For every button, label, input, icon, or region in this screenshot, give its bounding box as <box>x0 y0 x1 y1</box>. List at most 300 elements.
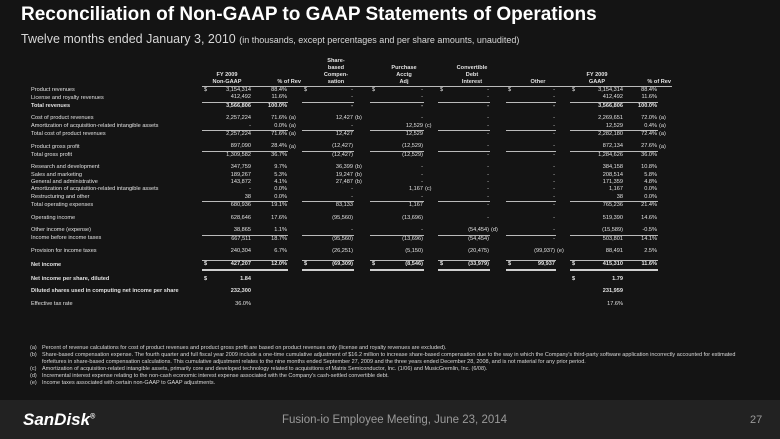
cell-c4 <box>438 131 450 139</box>
cell-f6 <box>658 202 672 210</box>
cell-c2 <box>302 123 314 131</box>
cell-f5 <box>556 172 570 179</box>
cell-c5 <box>506 102 518 110</box>
cell-v1: 897,090 <box>230 143 251 150</box>
cell-f1 <box>288 261 302 270</box>
cell-v3: (8,546) <box>382 261 424 270</box>
table-row <box>30 248 672 255</box>
cell-v2: 12,427 <box>314 131 354 139</box>
cell-v5: - <box>553 164 555 171</box>
cell-v4: - <box>450 102 490 110</box>
cell-c5 <box>506 115 518 122</box>
row-label: Restructuring and other <box>31 194 90 201</box>
cell-f2: (b) <box>355 115 362 122</box>
cell-f2 <box>354 131 370 139</box>
table-body <box>30 87 672 308</box>
header-sbc-1: Share- <box>327 58 345 64</box>
cell-f2: (b) <box>355 171 362 178</box>
table-row <box>30 87 672 95</box>
header-purchase-3: Adj <box>370 79 438 87</box>
cell-v3: (12,529) <box>382 151 424 159</box>
cell-v3: (13,696) <box>402 214 423 221</box>
cell-v6: 17.6% <box>607 300 623 307</box>
cell-f6: (a) <box>659 143 666 150</box>
cell-c2 <box>302 202 314 210</box>
cell-v6: 208,514 <box>602 171 623 178</box>
cell-c5 <box>506 94 518 102</box>
table-row <box>30 143 672 151</box>
cell-p2: 11.6% <box>641 94 657 101</box>
cell-f1: (a) <box>289 130 296 137</box>
header-convertible-2: Debt <box>465 72 479 78</box>
cell-f1 <box>288 227 302 235</box>
cell-v4 <box>450 276 490 283</box>
cell-c4 <box>438 123 450 131</box>
cell-c6 <box>570 172 582 179</box>
cell-v1: 412,492 <box>230 94 251 101</box>
cell-f6: (a) <box>659 115 666 122</box>
cell-v4: - <box>487 214 489 221</box>
cell-f5 <box>556 301 570 308</box>
table-row <box>30 186 672 193</box>
cell-f2: (b) <box>355 179 362 186</box>
cell-p2: 0.0% <box>644 193 657 200</box>
row-label: Provision for income taxes <box>31 247 97 254</box>
cell-c2 <box>302 102 314 110</box>
footnote <box>30 352 736 366</box>
cell-c1 <box>202 102 212 110</box>
cell-v5: - <box>553 171 555 178</box>
cell-f4 <box>490 115 506 122</box>
cell-c5 <box>506 288 518 295</box>
header-purchase-2: Acctg <box>396 72 412 78</box>
cell-c4 <box>438 164 450 171</box>
cell-p2: 27.6% <box>641 143 657 150</box>
cell-f1: (a) <box>289 115 296 122</box>
cell-f6 <box>658 276 672 283</box>
cell-f6 <box>658 172 672 179</box>
cell-v1: 347,759 <box>230 164 251 171</box>
footnote-key: (a) <box>30 345 37 351</box>
cell-c5 <box>506 186 518 193</box>
cell-f5 <box>556 164 570 171</box>
cell-v5: - <box>553 227 555 234</box>
cell-f1 <box>288 172 302 179</box>
cell-c4 <box>438 94 450 102</box>
cell-v3: (12,529) <box>402 143 423 150</box>
cell-c5 <box>506 143 518 151</box>
cell-f2 <box>354 94 370 102</box>
cell-p1: 1.1% <box>274 227 287 234</box>
cell-v1: 3,566,806 <box>212 102 252 110</box>
cell-f6: (a) <box>659 130 666 137</box>
cell-p1: 9.7% <box>274 164 287 171</box>
cell-v2: - <box>351 186 353 193</box>
row-label: Sales and marketing <box>31 171 82 178</box>
cell-v3 <box>382 288 424 295</box>
cell-f2 <box>354 202 370 210</box>
cell-v6: 2,269,651 <box>598 115 623 122</box>
cell-c1 <box>202 227 212 235</box>
cell-v3: - <box>421 179 423 186</box>
cell-v4: - <box>487 164 489 171</box>
cell-v5: - <box>553 122 555 129</box>
cell-v1: 667,511 <box>212 235 252 243</box>
row-label: Operating income <box>31 214 76 221</box>
cell-f3 <box>424 179 438 186</box>
cell-v5: - <box>518 235 556 243</box>
cell-v2: (95,560) <box>314 235 354 243</box>
cell-v5: - <box>553 87 555 93</box>
cell-c4 <box>438 301 450 308</box>
cell-f3 <box>424 276 438 283</box>
cell-v1: 1.84 <box>240 275 251 282</box>
cell-v5: 99,937 <box>518 261 556 270</box>
cell-f6 <box>658 186 672 193</box>
cell-p1: 4.1% <box>274 179 287 186</box>
table-row <box>30 261 672 270</box>
cell-c6 <box>570 151 582 159</box>
cell-v4: - <box>487 122 489 129</box>
cell-v4: - <box>450 131 490 139</box>
cell-c2 <box>302 172 314 179</box>
cell-c6 <box>570 215 582 222</box>
cell-v1: 36.0% <box>235 300 251 307</box>
cell-c2 <box>302 164 314 171</box>
cell-f1 <box>288 164 302 171</box>
cell-c6: $ <box>572 87 576 93</box>
cell-f5 <box>556 227 570 235</box>
cell-c1 <box>202 123 212 131</box>
footnote <box>30 373 736 380</box>
footer-text: Fusion-io Employee Meeting, June 23, 2014 <box>282 414 508 426</box>
subtitle-note: (in thousands, except percentages and per share amounts, unaudited) <box>239 35 520 45</box>
cell-v1: 2,257,224 <box>212 131 252 139</box>
cell-c4: $ <box>438 261 450 270</box>
row-label: Research and development <box>31 164 100 171</box>
cell-f3 <box>424 235 438 243</box>
cell-c3 <box>370 186 382 193</box>
table-row <box>30 172 672 179</box>
reconciliation-table <box>30 58 672 308</box>
cell-f5 <box>556 261 570 270</box>
cell-c3 <box>370 164 382 171</box>
cell-v5 <box>518 301 556 308</box>
cell-p2 <box>624 288 658 295</box>
cell-c6 <box>570 202 582 210</box>
cell-v2: - <box>351 87 353 93</box>
cell-c1: $ <box>204 275 208 282</box>
cell-c1 <box>202 151 212 159</box>
cell-f1 <box>288 102 302 110</box>
cell-p2: 2.5% <box>644 247 657 254</box>
cell-f5 <box>556 143 570 151</box>
cell-f4 <box>490 143 506 151</box>
cell-f3 <box>424 87 438 95</box>
cell-p2: 11.6% <box>624 261 658 270</box>
cell-p2: 88.4% <box>641 87 657 93</box>
cell-f4 <box>490 179 506 186</box>
cell-c2 <box>302 94 314 102</box>
cell-v2: - <box>351 227 353 234</box>
cell-c5 <box>506 179 518 186</box>
cell-f1: (a) <box>289 143 296 150</box>
cell-p2: 14.6% <box>641 214 657 221</box>
cell-v3: - <box>421 115 423 122</box>
cell-v4 <box>450 288 490 295</box>
cell-c6 <box>570 131 582 139</box>
cell-c5 <box>506 276 518 283</box>
row-label: General and administrative <box>31 179 98 186</box>
cell-c1 <box>202 164 212 171</box>
table-row <box>30 179 672 186</box>
row-label: Total revenues <box>31 102 71 109</box>
table-row <box>30 202 672 210</box>
logo-text: SanDisk <box>23 410 91 429</box>
cell-f1 <box>288 276 302 283</box>
cell-f2 <box>354 235 370 243</box>
cell-f5 <box>556 179 570 186</box>
row-label: License and royalty revenues <box>31 94 104 101</box>
cell-p2: 21.4% <box>624 202 658 210</box>
cell-c6 <box>570 102 582 110</box>
cell-p2: 5.8% <box>644 171 657 178</box>
row-label: Income before income taxes <box>31 235 102 242</box>
cell-v2: (26,251) <box>332 247 353 254</box>
cell-v4: (54,454) <box>450 235 490 243</box>
cell-v1: 38,865 <box>233 227 251 234</box>
cell-c2 <box>302 235 314 243</box>
cell-f4: (d) <box>491 227 498 234</box>
row-label: Amortization of acquisition-related intangible assets <box>31 122 159 129</box>
cell-p1 <box>252 276 288 283</box>
row-label: Other income (expense) <box>31 227 92 234</box>
cell-f2 <box>354 102 370 110</box>
cell-p1 <box>252 288 288 295</box>
header-gaap-1: FY 2009 <box>586 72 608 78</box>
cell-p2: 72.0% <box>641 115 657 122</box>
cell-f2: (b) <box>355 164 362 171</box>
table-row <box>30 215 672 222</box>
header-rev-pct-2: % of Rev <box>624 79 672 87</box>
cell-c3 <box>370 215 382 222</box>
cell-f4 <box>490 186 506 193</box>
cell-f3 <box>424 172 438 179</box>
cell-c3 <box>370 194 382 202</box>
cell-v6: 384,158 <box>602 164 623 171</box>
cell-v4 <box>450 301 490 308</box>
cell-c1 <box>202 301 212 308</box>
cell-v2: (12,427) <box>332 143 353 150</box>
cell-c5 <box>506 194 518 202</box>
cell-p2: 100.0% <box>624 102 658 110</box>
cell-c4 <box>438 102 450 110</box>
cell-c5 <box>506 248 518 255</box>
cell-v1: 189,267 <box>230 171 251 178</box>
row-label: Diluted shares used in computing net income per share <box>31 288 179 295</box>
row-label: Cost of product revenues <box>31 115 94 122</box>
cell-c3 <box>370 151 382 159</box>
cell-c5 <box>506 172 518 179</box>
cell-v4: - <box>487 115 489 122</box>
cell-f6 <box>658 164 672 171</box>
footnote-text: Share-based compensation expense. The fourth quarter and full fiscal year 2009 include a one-time cumulative adjustment of $16.2 million to increase share-based compensation due to the way in which the Company's third-party software application incorrectly accounted for estimated forfeitures in share-based compensation calculations. This cumulative adjustment relates to the nine months ended September 27, 2009 and the three years ended December 28, 2008, and is not material for any prior period. <box>42 352 736 366</box>
table-row <box>30 288 672 295</box>
cell-f1 <box>288 248 302 255</box>
cell-f4 <box>490 202 506 210</box>
cell-p1: 0.0% <box>274 122 287 129</box>
footnote-text: Income taxes associated with certain non-GAAP to GAAP adjustments. <box>42 380 216 387</box>
cell-v5: (99,937) <box>534 247 555 254</box>
cell-c2 <box>302 131 314 139</box>
cell-c3 <box>370 131 382 139</box>
footnote-text: Percent of revenue calculations for cost of product revenues and product gross profit are based on product revenues only (license and royalty revenues are excluded). <box>42 345 447 351</box>
cell-c6 <box>570 143 582 151</box>
cell-c6 <box>570 164 582 171</box>
table-row <box>30 276 672 283</box>
cell-v2: (69,309) <box>314 261 354 270</box>
row-label: Net income per share, diluted <box>31 275 110 282</box>
cell-p1: 0.0% <box>274 193 287 200</box>
cell-c5 <box>506 202 518 210</box>
cell-f6 <box>658 179 672 186</box>
cell-v3 <box>382 276 424 283</box>
cell-f2 <box>354 215 370 222</box>
cell-c2 <box>302 143 314 151</box>
cell-v3: (5,150) <box>405 247 423 254</box>
cell-v1: 38 <box>244 193 251 200</box>
cell-v2: (12,427) <box>314 151 354 159</box>
cell-f4 <box>490 261 506 270</box>
page-number: 27 <box>750 414 763 426</box>
cell-c3 <box>370 102 382 110</box>
cell-v4: - <box>487 193 489 200</box>
cell-v4: - <box>487 171 489 178</box>
cell-v6: 2,282,180 <box>582 131 624 139</box>
cell-p1: 17.6% <box>271 214 287 221</box>
cell-v3: 1,167 <box>409 186 423 193</box>
cell-v6: 765,236 <box>582 202 624 210</box>
cell-p1: 100.0% <box>252 102 288 110</box>
cell-c4 <box>438 202 450 210</box>
cell-v6: 38 <box>616 193 623 200</box>
row-label: Total operating expenses <box>31 202 94 209</box>
cell-f4 <box>490 194 506 202</box>
cell-p1: 12.0% <box>252 261 288 270</box>
cell-f4 <box>490 123 506 131</box>
cell-v2 <box>314 301 354 308</box>
cell-c4 <box>438 143 450 151</box>
table-header <box>30 58 672 87</box>
cell-f2 <box>354 301 370 308</box>
cell-f2 <box>354 288 370 295</box>
cell-c4 <box>438 276 450 283</box>
cell-f3 <box>424 94 438 102</box>
cell-f5 <box>556 186 570 193</box>
cell-c4 <box>438 288 450 295</box>
cell-f5 <box>556 276 570 283</box>
cell-c5 <box>506 215 518 222</box>
cell-v1: - <box>249 122 251 129</box>
cell-c4 <box>438 235 450 243</box>
cell-c1 <box>202 179 212 186</box>
sandisk-logo <box>23 410 95 430</box>
footnote <box>30 345 736 352</box>
header-sbc-3: Compen- <box>323 72 349 78</box>
cell-v1: 3,154,314 <box>226 87 251 93</box>
cell-v3: - <box>421 193 423 200</box>
cell-f3: (c) <box>425 122 432 129</box>
cell-f6 <box>658 288 672 295</box>
cell-c2 <box>302 151 314 159</box>
cell-c2 <box>302 288 314 295</box>
cell-c2 <box>302 186 314 193</box>
cell-c1 <box>202 215 212 222</box>
cell-c1 <box>202 115 212 122</box>
cell-p1: 18.7% <box>252 235 288 243</box>
cell-c1 <box>202 172 212 179</box>
cell-p1: 11.6% <box>271 94 287 101</box>
cell-f5 <box>556 151 570 159</box>
cell-f5 <box>556 123 570 131</box>
cell-f1 <box>288 87 302 95</box>
cell-c3 <box>370 301 382 308</box>
cell-f6 <box>658 301 672 308</box>
cell-f4 <box>490 164 506 171</box>
cell-f1 <box>288 151 302 159</box>
cell-f1 <box>288 94 302 102</box>
cell-c3 <box>370 288 382 295</box>
header-sbc-4: sation <box>302 79 370 87</box>
cell-p1: 28.4% <box>271 143 287 150</box>
cell-v6: 415,310 <box>582 261 624 270</box>
cell-f2 <box>354 87 370 95</box>
cell-f4 <box>490 151 506 159</box>
cell-v3: 12,529 <box>382 131 424 139</box>
cell-f1 <box>288 186 302 193</box>
cell-f3 <box>424 227 438 235</box>
cell-f4 <box>490 87 506 95</box>
cell-c5: $ <box>508 87 512 93</box>
cell-v3: - <box>421 227 423 234</box>
row-label: Effective tax rate <box>31 300 73 307</box>
cell-c1 <box>202 202 212 210</box>
cell-c2 <box>302 179 314 186</box>
header-nongaap-1: FY 2009 <box>216 72 238 78</box>
cell-p1: 36.7% <box>252 151 288 159</box>
cell-p2: 14.1% <box>624 235 658 243</box>
cell-v3: - <box>382 102 424 110</box>
cell-v1: 427,207 <box>212 261 252 270</box>
cell-f4 <box>490 131 506 139</box>
cell-v5: - <box>553 193 555 200</box>
cell-f5 <box>556 194 570 202</box>
cell-f1 <box>288 301 302 308</box>
cell-c2 <box>302 194 314 202</box>
cell-f6 <box>658 151 672 159</box>
cell-f5 <box>556 215 570 222</box>
cell-c3: $ <box>370 261 382 270</box>
cell-f1: (a) <box>289 122 296 129</box>
cell-f4 <box>490 215 506 222</box>
cell-v2 <box>314 288 354 295</box>
cell-v4: (54,454) <box>468 227 489 234</box>
cell-v6: 519,390 <box>602 214 623 221</box>
cell-c1 <box>202 194 212 202</box>
cell-p2: 0.0% <box>644 186 657 193</box>
cell-v2: - <box>351 193 353 200</box>
row-label: Total gross profit <box>31 151 73 158</box>
